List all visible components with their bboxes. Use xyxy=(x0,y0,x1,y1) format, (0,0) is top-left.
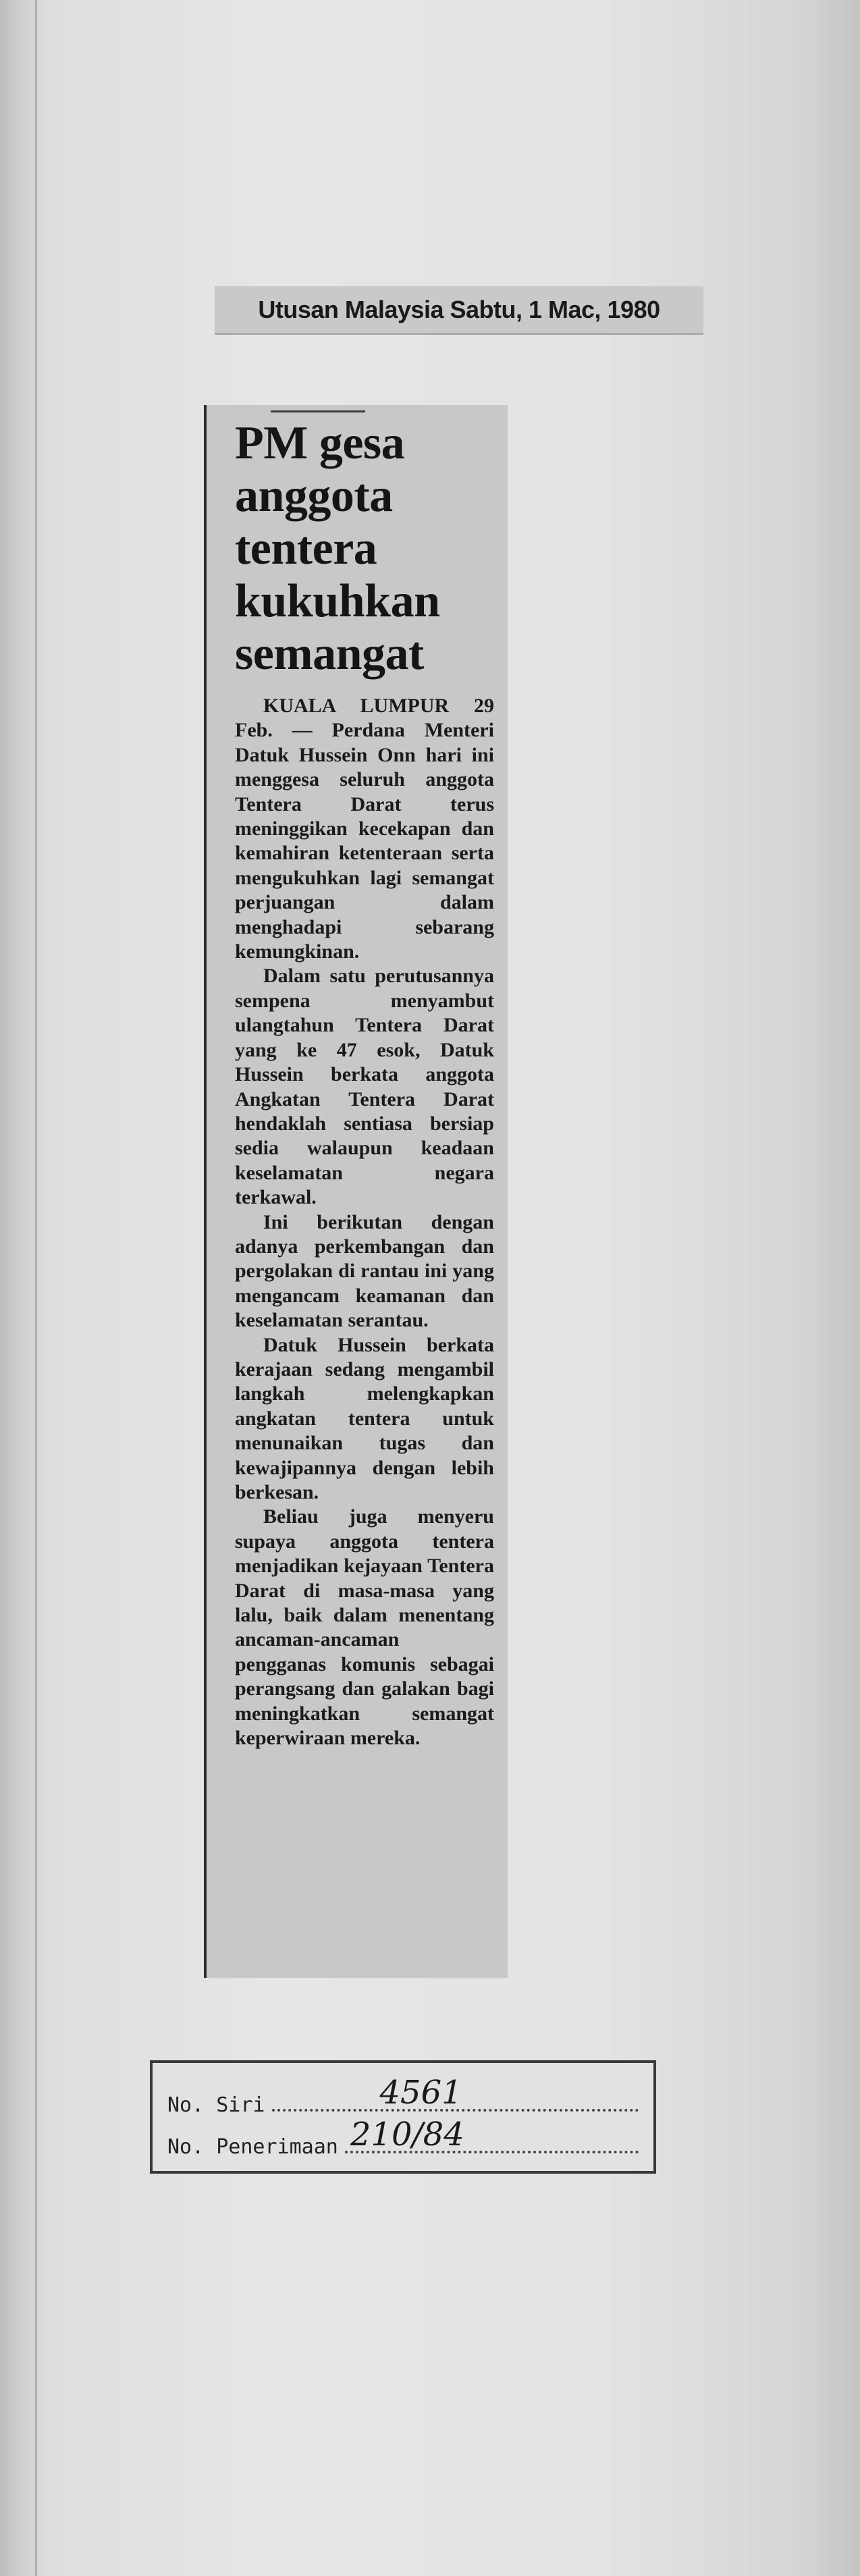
clipping-top-rule xyxy=(271,410,365,412)
article-paragraph: Beliau juga menyeru supaya anggota tentera menjadikan kejayaan Tentera Darat di masa-masa yang lalu, baik dalam menentang ancaman-ancaman pengganas komunis sebagai perangsang dan galakan bagi meningkatkan semangat keperwiraan mereka. xyxy=(235,1505,494,1750)
penerimaan-label: No. Penerimaan xyxy=(167,2135,338,2159)
siri-dotted-line xyxy=(272,2074,639,2112)
siri-value: 4561 xyxy=(379,2074,462,2112)
newspaper-clipping xyxy=(204,405,508,1978)
article-body xyxy=(235,694,494,1750)
article-headline xyxy=(235,417,494,680)
headline-line: anggota xyxy=(235,470,393,522)
headline-line: semangat xyxy=(235,628,424,680)
registration-stamp xyxy=(150,2060,656,2174)
article-paragraph: Datuk Hussein berkata kerajaan sedang mengambil langkah melengkapkan angkatan tentera untuk menunaikan tugas dan kewajipannya dengan lebih berkesan. xyxy=(235,1333,494,1503)
article-paragraph: Dalam satu perutusannya sempena menyambut ulangtahun Tentera Darat yang ke 47 esok, Datuk Hussein berkata anggota Angkatan Tentera Darat hendaklah sentiasa bersiap sedia walaupun keadaan keselamatan negara terkawal. xyxy=(235,965,494,1209)
siri-label: No. Siri xyxy=(167,2093,265,2117)
penerimaan-value: 210/84 xyxy=(350,2116,464,2153)
headline-line: PM gesa xyxy=(235,417,405,469)
article-paragraph: Ini berikutan dengan adanya perkembangan dan pergolakan di rantau ini yang mengancam keamanan dan keselamatan serantau. xyxy=(235,1210,494,1332)
siri-row xyxy=(167,2075,639,2117)
newspaper-header-strip xyxy=(215,286,703,335)
binding-edge xyxy=(35,0,37,2576)
penerimaan-row xyxy=(167,2117,639,2159)
headline-line: tentera xyxy=(235,522,377,574)
penerimaan-dotted-line xyxy=(345,2116,639,2153)
headline-line: kukuhkan xyxy=(235,575,440,627)
article-paragraph: KUALA LUMPUR 29 Feb. — Perdana Menteri Datuk Hussein Onn hari ini menggesa seluruh anggota Tentera Darat terus meninggikan kecekapan dan kemahiran ketenteraan serta mengukuhkan lagi semangat perjuangan dalam menghadapi sebarang kemungkinan. xyxy=(235,695,494,963)
newspaper-header-text: Utusan Malaysia Sabtu, 1 Mac, 1980 xyxy=(258,295,660,323)
